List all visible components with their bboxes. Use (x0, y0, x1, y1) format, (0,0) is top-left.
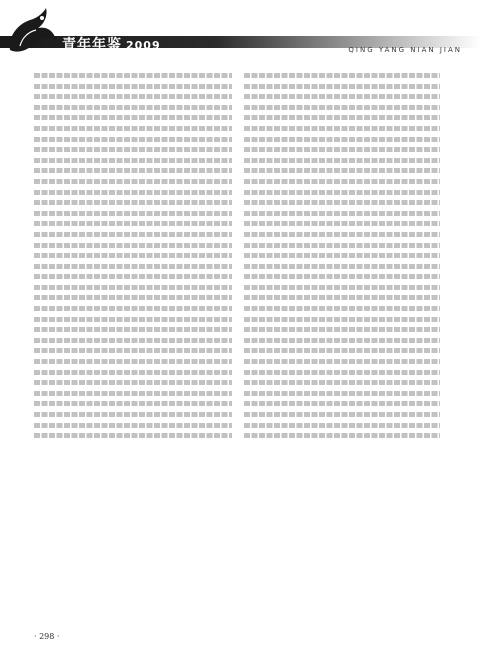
yearbook-logo-icon (4, 6, 62, 56)
page-number: · 298 · (34, 632, 60, 641)
page-header (0, 0, 480, 56)
header-title (62, 34, 161, 54)
header-year: 2009 (126, 39, 161, 52)
header-title-text: 青年年鉴 (62, 37, 122, 53)
unreadable-text-block (34, 73, 232, 438)
header-romanized-title: QING YANG NIAN JIAN (348, 46, 462, 54)
body-column-left (34, 68, 232, 620)
body-column-right (244, 68, 440, 620)
unreadable-text-block (244, 73, 440, 438)
